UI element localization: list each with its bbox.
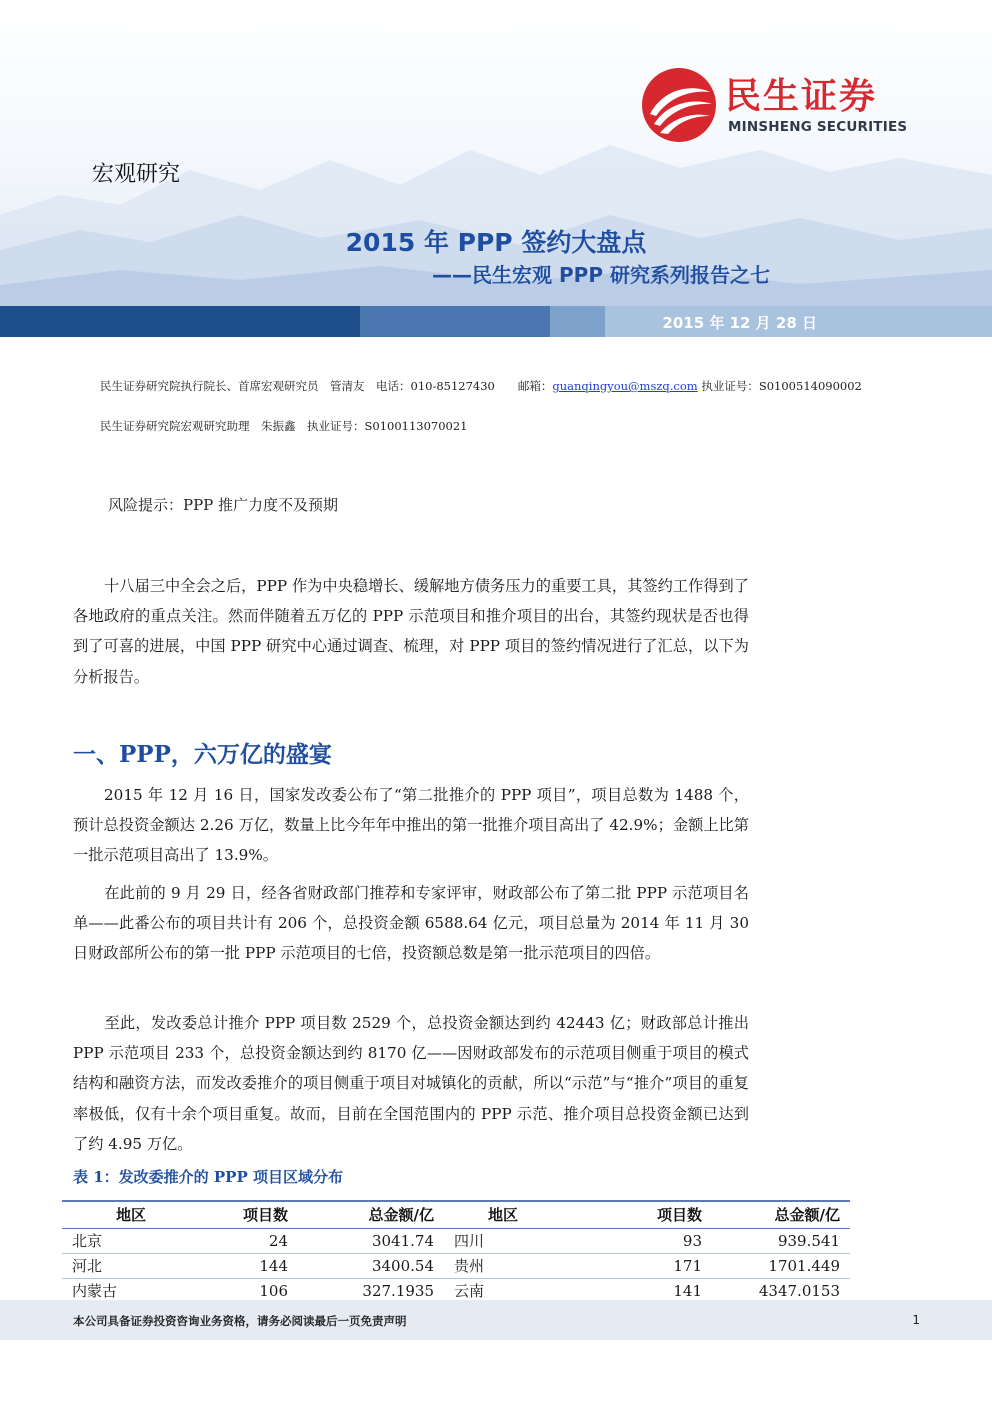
table-cell: 贵州 [444,1253,562,1278]
paragraph-text: 在此前的 9 月 29 日，经各省财政部门推荐和专家评审，财政部公布了第二批 PPP 示范项目名单——此番公布的项目共计有 206 个，总投资金额 6588.64 亿元，项目总量为 2014 年 11 月 30 日财政部所公布的第一批 PPP 示范项目的七倍，投资额总数是第一批示范项目的四倍。 [73,884,749,963]
report-category: 宏观研究 [92,162,181,187]
report-date: 2015 年 12 月 28 日 [662,314,817,332]
brand-name-cn: 民生证券 [725,76,878,117]
section-1-paragraph-2 [73,878,749,969]
intro-text: 十八届三中全会之后，PPP 作为中央稳增长、缓解地方债务压力的重要工具，其签约工作得到了各地政府的重点关注。然而伴随着五万亿的 PPP 示范项目和推介项目的出台，其签约现状是否也得到了可喜的进展，中国 PPP 研究中心通过调查、梳理，对 PPP 项目的签约情况进行了汇总，以下为分析报告。 [73,577,749,686]
table-cell: 171 [562,1253,712,1278]
author-1-info: 民生证券研究院执行院长、首席宏观研究员 管清友 电话：010-85127430 邮箱： [100,379,553,393]
risk-note: 风险提示：PPP 推广力度不及预期 [108,496,339,514]
section-1-paragraph-1 [73,780,749,871]
table-cell: 1701.449 [712,1253,850,1278]
author-line-1 [100,378,862,394]
intro-paragraph [73,571,749,692]
table-row [62,1228,850,1253]
author-1-email-link[interactable]: guanqingyou@mszq.com [552,379,698,393]
table-row [62,1253,850,1278]
column-header: 总金额/亿 [368,1206,434,1225]
table-cell: 河北 [62,1253,200,1278]
paragraph-text: 至此，发改委总计推介 PPP 项目数 2529 个，总投资金额达到约 42443 亿；财政部总计推出 PPP 示范项目 233 个，总投资金额达到约 8170 亿——因财政部发布的示范项目侧重于项目的模式结构和融资方法，而发改委推介的项目侧重于项目对城镇化的贡献，所以“示范”与“推介”项目的重复率极低，仅有十余个项目重复。故而，目前在全国范围内的 PPP 示范、推介项目总投资金额已达到了约 4.95 万亿。 [73,1014,749,1153]
column-header: 项目数 [656,1206,702,1225]
column-header: 总金额/亿 [774,1206,840,1225]
column-header: 项目数 [242,1206,288,1225]
table-cell: 3400.54 [298,1253,444,1278]
page-number: 1 [912,1313,920,1327]
table-cell: 939.541 [712,1228,850,1253]
table-cell: 云南 [444,1278,562,1303]
paragraph-text: 2015 年 12 月 16 日，国家发改委公布了“第二批推介的 PPP 项目”，项目总数为 1488 个，预计总投资金额达 2.26 万亿，数量上比今年年中推出的第一批推介项目高出了 42.9%；金额上比第一批示范项目高出了 13.9%。 [73,786,749,865]
author-1-license: 执业证号：S0100514090002 [697,379,862,393]
column-header: 地区 [487,1206,518,1225]
section-1-paragraph-3 [73,1008,749,1159]
brand-name-en: MINSHENG SECURITIES [728,119,908,135]
section-1-heading: 一、PPP，六万亿的盛宴 [73,741,332,768]
column-header: 地区 [115,1206,146,1225]
table-cell: 北京 [62,1228,200,1253]
table-cell: 3041.74 [298,1228,444,1253]
table-cell: 93 [562,1228,712,1253]
region-distribution-table [62,1200,850,1304]
author-2-info: 民生证券研究院宏观研究助理 朱振鑫 执业证号：S0100113070021 [100,419,468,433]
report-subtitle: ——民生宏观 PPP 研究系列报告之七 [432,263,770,287]
footer-disclaimer: 本公司具备证券投资咨询业务资格，请务必阅读最后一页免责声明 [73,1314,407,1328]
minsheng-logo-icon [640,66,718,144]
table-cell: 141 [562,1278,712,1303]
table-cell: 106 [200,1278,298,1303]
date-band [0,306,992,337]
table-1-title: 表 1：发改委推介的 PPP 项目区域分布 [73,1168,343,1186]
author-line-2 [100,418,468,434]
table-cell: 144 [200,1253,298,1278]
table-cell: 327.1935 [298,1278,444,1303]
table-cell: 内蒙古 [62,1278,200,1303]
table-header-row [62,1201,850,1228]
table-cell: 4347.0153 [712,1278,850,1303]
table-cell: 24 [200,1228,298,1253]
table-cell: 四川 [444,1228,562,1253]
report-title: 2015 年 PPP 签约大盘点 [345,228,647,257]
